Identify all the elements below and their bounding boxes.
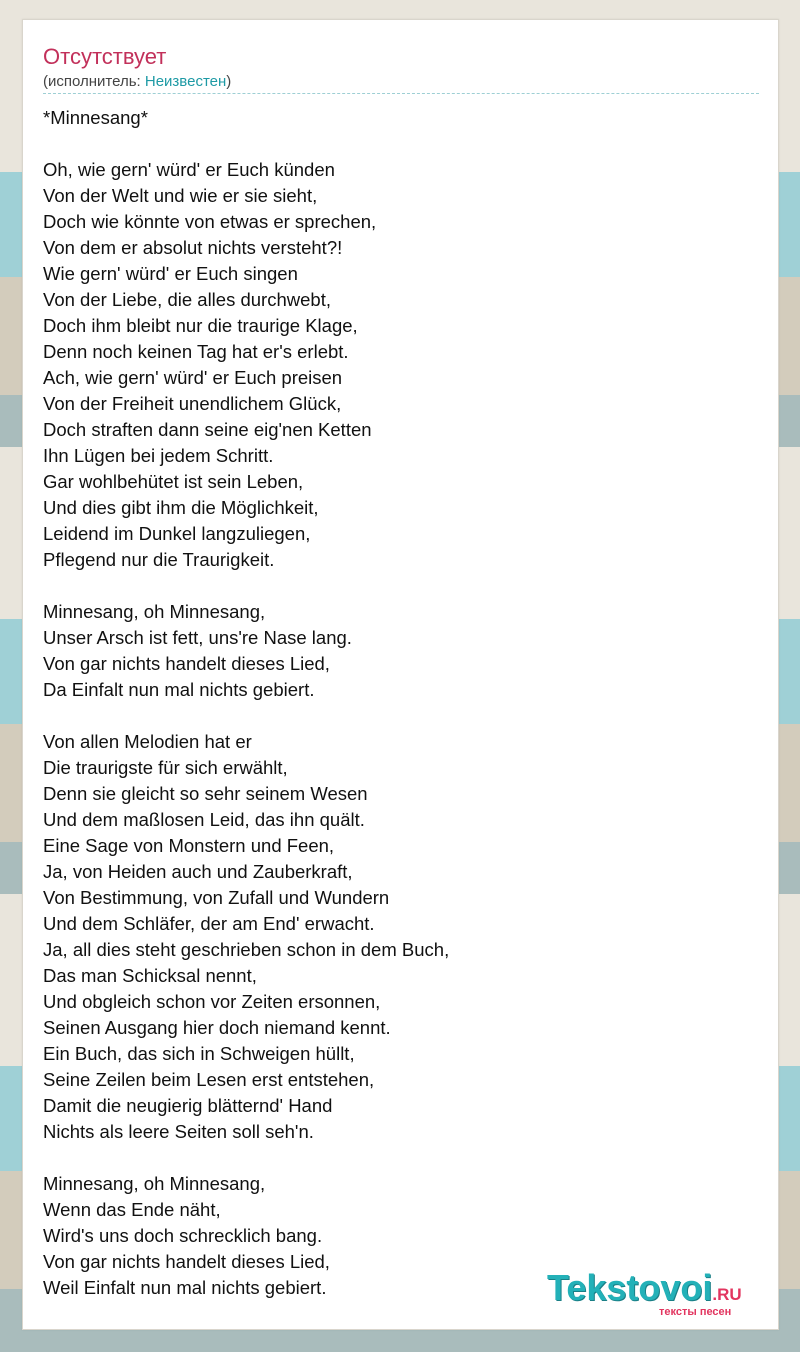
lyrics-text bbox=[43, 105, 449, 1301]
lyric-line: Ein Buch, das sich in Schweigen hüllt, bbox=[43, 1043, 355, 1064]
lyric-line: Unser Arsch ist fett, uns're Nase lang. bbox=[43, 627, 352, 648]
artist-suffix: ) bbox=[226, 73, 232, 90]
lyric-line: Ja, all dies steht geschrieben schon in dem Buch, bbox=[43, 939, 450, 960]
lyric-line: Von gar nichts handelt dieses Lied, bbox=[43, 1251, 330, 1272]
lyric-line: Von der Liebe, die alles durchwebt, bbox=[43, 289, 331, 310]
song-title: Отсутствует bbox=[43, 44, 167, 69]
lyric-line: Seinen Ausgang hier doch niemand kennt. bbox=[43, 1017, 391, 1038]
lyric-line: Von dem er absolut nichts versteht?! bbox=[43, 237, 343, 258]
lyric-line: Pflegend nur die Traurigkeit. bbox=[43, 549, 275, 570]
artist-prefix: (исполнитель: bbox=[43, 73, 145, 90]
lyric-line: Doch wie könnte von etwas er sprechen, bbox=[43, 211, 377, 232]
lyric-line: Ach, wie gern' würd' er Euch preisen bbox=[43, 367, 343, 388]
lyric-line: Doch ihm bleibt nur die traurige Klage, bbox=[43, 315, 358, 336]
lyric-line: Denn sie gleicht so sehr seinem Wesen bbox=[43, 783, 368, 804]
lyrics-card bbox=[22, 19, 779, 1330]
lyric-line: Denn noch keinen Tag hat er's erlebt. bbox=[43, 341, 349, 362]
lyric-line: Doch straften dann seine eig'nen Ketten bbox=[43, 419, 372, 440]
lyric-line: Wird's uns doch schrecklich bang. bbox=[43, 1225, 323, 1246]
lyric-line bbox=[43, 703, 449, 729]
lyric-line: Damit die neugierig blätternd' Hand bbox=[43, 1095, 333, 1116]
lyric-line: Weil Einfalt nun mal nichts gebiert. bbox=[43, 1277, 327, 1298]
lyric-line bbox=[43, 573, 449, 599]
logo-tld: .RU bbox=[712, 1285, 742, 1304]
lyric-line bbox=[43, 131, 449, 157]
lyric-line: Seine Zeilen beim Lesen erst entstehen, bbox=[43, 1069, 375, 1090]
lyric-line: Und dem maßlosen Leid, das ihn quält. bbox=[43, 809, 365, 830]
lyric-line: *Minnesang* bbox=[43, 107, 148, 128]
lyric-line: Von gar nichts handelt dieses Lied, bbox=[43, 653, 330, 674]
artist-line bbox=[43, 73, 231, 91]
lyric-line: Die traurigste für sich erwählt, bbox=[43, 757, 288, 778]
lyric-line: Ihn Lügen bei jedem Schritt. bbox=[43, 445, 274, 466]
lyric-line: Minnesang, oh Minnesang, bbox=[43, 601, 266, 622]
lyric-line: Von allen Melodien hat er bbox=[43, 731, 252, 752]
lyric-line: Da Einfalt nun mal nichts gebiert. bbox=[43, 679, 315, 700]
lyric-line: Das man Schicksal nennt, bbox=[43, 965, 257, 986]
lyric-line: Eine Sage von Monstern und Feen, bbox=[43, 835, 335, 856]
lyric-line: Nichts als leere Seiten soll seh'n. bbox=[43, 1121, 314, 1142]
logo-name: Tekstovoi bbox=[547, 1267, 713, 1308]
lyric-line: Wenn das Ende näht, bbox=[43, 1199, 221, 1220]
lyric-line: Wie gern' würd' er Euch singen bbox=[43, 263, 298, 284]
site-logo[interactable] bbox=[547, 1267, 742, 1318]
lyric-line: Und dem Schläfer, der am End' erwacht. bbox=[43, 913, 375, 934]
header-divider bbox=[43, 93, 759, 94]
lyric-line: Ja, von Heiden auch und Zauberkraft, bbox=[43, 861, 353, 882]
lyric-line: Und obgleich schon vor Zeiten ersonnen, bbox=[43, 991, 381, 1012]
lyric-line: Oh, wie gern' würd' er Euch künden bbox=[43, 159, 335, 180]
lyric-line: Von der Freiheit unendlichem Glück, bbox=[43, 393, 342, 414]
lyric-line: Und dies gibt ihm die Möglichkeit, bbox=[43, 497, 319, 518]
lyric-line bbox=[43, 1145, 449, 1171]
lyric-line: Minnesang, oh Minnesang, bbox=[43, 1173, 266, 1194]
lyric-line: Von der Welt und wie er sie sieht, bbox=[43, 185, 318, 206]
lyric-line: Gar wohlbehütet ist sein Leben, bbox=[43, 471, 304, 492]
lyric-line: Von Bestimmung, von Zufall und Wundern bbox=[43, 887, 390, 908]
artist-link[interactable]: Неизвестен bbox=[144, 73, 227, 90]
lyric-line: Leidend im Dunkel langzuliegen, bbox=[43, 523, 311, 544]
logo-tagline: тексты песен bbox=[659, 1306, 732, 1318]
